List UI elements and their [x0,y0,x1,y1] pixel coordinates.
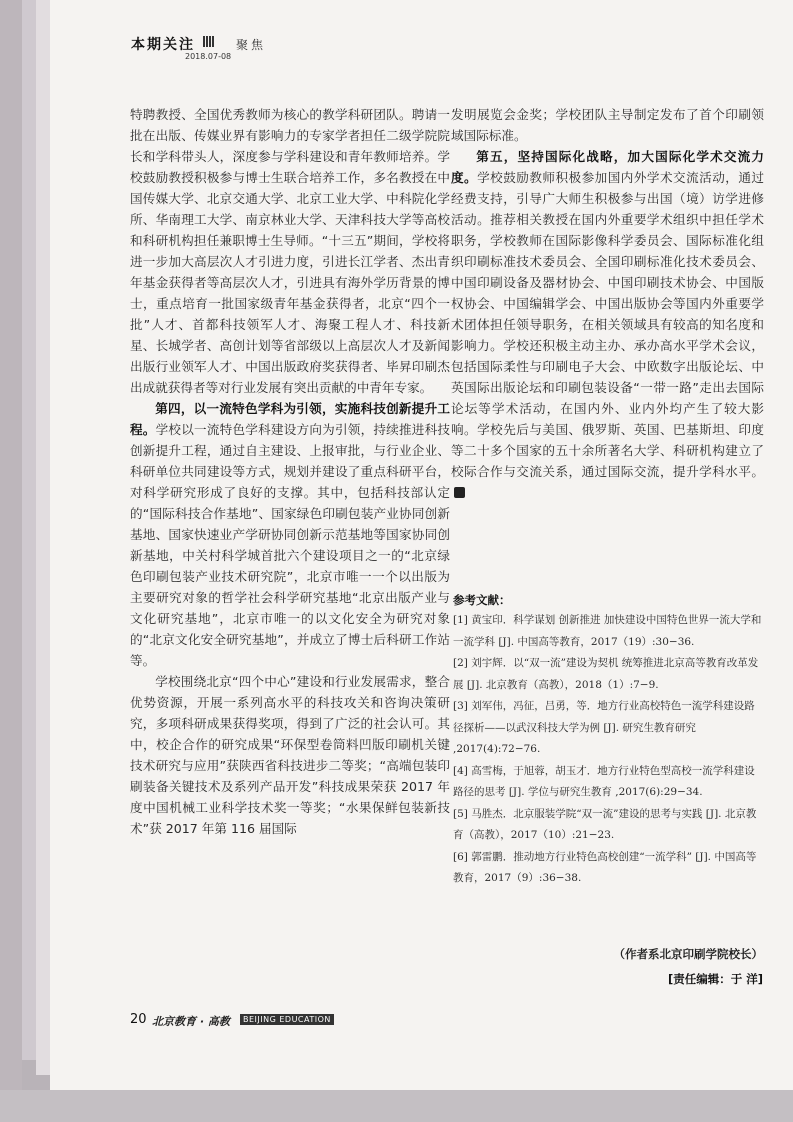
author-note: （作者系北京印刷学院校长） [613,947,763,961]
reference-item: [3] 刘军伟，冯征，吕勇，等．地方行业高校特色一流学科建设路径探析——以武汉科技大学为例 [J]. 研究生教育研究 ,2017(4):72−76. [453,700,755,755]
right-column [451,104,764,503]
paragraph: 第四，以一流特色学科为引领，实施科技创新提升工程。学校以一流特色学科建设方向为引领，持续推进科技创新提升工程，通过自主建设、上报审批，与行业企业、科研单位共同建设等方式，规划并建设了重点科研平台，对科学研究形成了良好的支撑。其中，包括科技部认定的“国际科技合作基地”、国家绿色印刷包装产业协同创新基地、国家快速业产学研协同创新示范基地等国家协同创新基地，中关村科学城首批六个建设项目之一的“北京绿色印刷包装产业技术研究院”，北京市唯一一个以出版为主要研究对象的哲学社会科学研究基地“北京出版产业与文化研究基地”，北京市唯一的以文化安全为研究对象的“北京文化安全研究基地”，并成立了博士后科研工作站等。 [130,401,451,668]
scan-edge [0,0,22,1122]
paragraph: 学校围绕北京“四个中心”建设和行业发展需求，整合优势资源，开展一系列高水平的科技攻关和咨询决策研究，多项科研成果获得奖项，得到了广泛的社会认可。其中，校企合作的研究成果“环保型卷筒料凹版印刷机关键技术研究与应用”获陕西省科技进步二等奖；“高端包装印刷装备关键技术及系列产品开发”科技成果荣获 2017 年度中国机械工业科学技术奖一等奖；“水果保鲜包装新技术”获 2017 年第 116 届国际 [130,674,450,836]
reference-item: [6] 郭雷鹏．推动地方行业特色高校创建“一流学科” [J]. 中国高等教育，2017（9）:36−38. [453,850,757,884]
column-title: 本期关注 [131,37,195,53]
editor-note: [责任编辑：于 洋] [667,972,763,986]
page-edge-mid [36,0,51,1075]
left-column [130,104,450,839]
references-title: 参考文献： [453,593,511,607]
publication-name: 北京教育 · 高教 [152,1015,230,1028]
page-number: 20 [130,1012,147,1027]
reference-item: [4] 高雪梅，于旭蓉，胡玉才．地方行业特色型高校一流学科建设路径的思考 [J]. 学位与研究生教育 ,2017(6):29−34. [453,764,755,798]
page-edge-back [22,0,37,1060]
issue-date: 2018.07-08 [185,52,232,61]
paragraph-lead: 第五，坚持国际化战略，加大国际化学术交流力度。 [451,149,764,185]
paragraph: 特聘教授、全国优秀教师为核心的教学科研团队。聘请一批在出版、传媒业界有影响力的专家学者担任二级学院院长和学科带头人，深度参与学科建设和青年教师培养。学校鼓励教授积极参与博士生联合培养工作，多名教授在中国传媒大学、北京交通大学、北京工业大学、中科院化学所、华南理工大学、南京林业大学、天津科技大学等高校和科研机构担任兼职博士生导师。“十三五”期间，学校将进一步加大高层次人才引进力度，引进长江学者、杰出青年基金获得者等高层次人才，引进具有海外学历背景的博士，重点培育一批国家级青年基金获得者，北京“四个一批”人才、首都科技领军人才、海聚工程人才、科技新星、长城学者、高创计划等省部级以上高层次人才及新闻出版行业领军人才、中国出版政府奖获得者、毕昇印刷杰出成就获得者等对行业发展有突出贡献的中青年专家。 [130,107,450,395]
reference-item: [2] 刘宇辉．以“双一流”建设为契机 统筹推进北京高等教育改革发展 [J]. 北京教育（高教），2018（1）:7−9. [453,657,759,691]
section-label: 聚焦 [236,38,267,52]
references-list [453,610,764,890]
paragraph: 发明展览会金奖；学校团队主导制定发布了首个印刷领域国际标准。 [451,107,764,143]
scan-bottom [0,1090,793,1122]
bars-icon [203,36,215,47]
paragraph-lead: 第四，以一流特色学科为引领，实施科技创新提升工程。 [130,401,450,437]
reference-item: [1] 黄宝印．科学谋划 创新推进 加快建设中国特色世界一流大学和一流学科 [J]. 中国高等教育，2017（19）:30−36. [453,614,762,648]
reference-item: [5] 马胜杰．北京服装学院“双一流”建设的思考与实践 [J]. 北京教育（高教），2017（10）:21−23. [453,807,757,841]
end-mark-icon [454,487,465,498]
publication-badge: BEIJING EDUCATION [240,1014,334,1025]
paragraph: 第五，坚持国际化战略，加大国际化学术交流力度。学校鼓励教师积极参加国内外学术交流活动，通过经费支持，引导广大师生积极参与出国（境）访学进修活动。推荐相关教授在国内外重要学术组织中担任学术职务，学校教师在国际影像科学委员会、国际标准化组织印刷标准技术委员会、全国印刷标准化技术委员会、中国印刷设备及器材协会、中国印刷技术协会、中国版权协会、中国编辑学会、中国出版协会等国内外重要学术团体担任领导职务，在相关领域具有较高的知名度和影响力。学校还积极主动主办、承办高水平学术会议，包括国际柔性与印刷电子大会、中欧数字出版论坛、中英国际出版论坛和印刷包装设备“一带一路”走出去国际论坛等学术活动，在国内外、业内外均产生了较大影响。学校先后与美国、俄罗斯、英国、巴基斯坦、印度等二十多个国家的五十余所著名大学、科研机构建立了校际合作与交流关系，通过国际交流，提升学科水平。 [451,146,764,503]
